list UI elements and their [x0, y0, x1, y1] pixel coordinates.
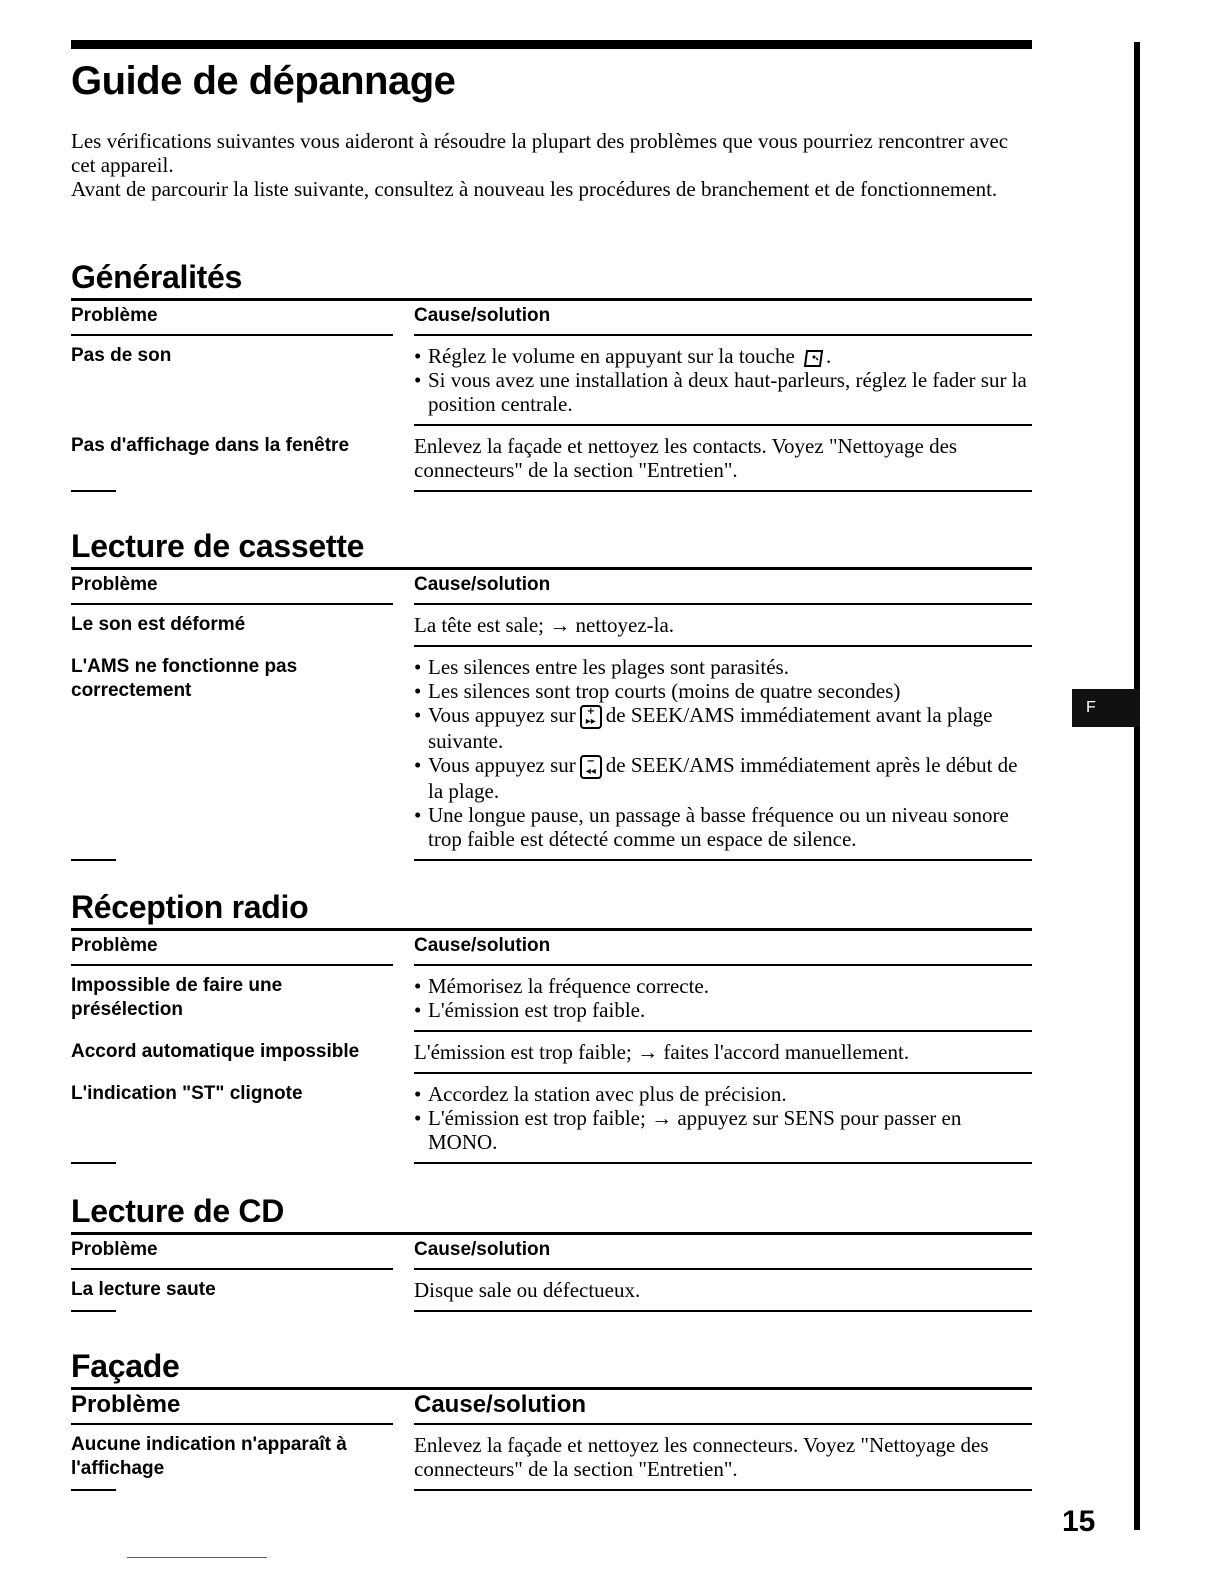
section-general [71, 258, 1032, 492]
cause-cell [414, 1074, 1032, 1164]
troubleshooting-table [71, 1232, 1032, 1312]
scan-artifact-line [127, 1557, 267, 1558]
problem-cell: L'AMS ne fonctionne pas correctement [71, 647, 393, 861]
problem-cell: Le son est déformé [71, 614, 246, 635]
section-heading: Lecture de cassette [71, 528, 365, 564]
col-header-problem: Problème [71, 570, 393, 605]
table-header [71, 1390, 1032, 1425]
cause-cell [414, 966, 1032, 1032]
page-content [71, 40, 1032, 1481]
table-row [71, 605, 1032, 647]
intro-paragraph-1: Les vérifications suivantes vous aideront à résoudre la plupart des problèmes que vous pourriez rencontrer avec cet appareil. [71, 129, 1009, 177]
cause-cell: Enlevez la façade et nettoyez les contacts. Voyez "Nettoyage des connecteurs" de la section "Entretien". [414, 426, 1032, 492]
cause-cell [414, 336, 1032, 426]
page-title: Guide de dépannage [71, 59, 456, 103]
col-header-problem: Problème [71, 301, 393, 336]
seek-minus-button-icon: − ◂◂ [580, 755, 602, 779]
table-header [71, 570, 1032, 605]
section-heading: Façade [71, 1348, 180, 1384]
col-header-cause: Cause/solution [414, 301, 1032, 336]
col-header-cause: Cause/solution [414, 1235, 1032, 1270]
list-item: • Réglez le volume en appuyant sur la touche . [414, 344, 1032, 368]
problem-cell: Aucune indication n'apparaît à l'affichage [71, 1425, 393, 1491]
problem-cell: Pas d'affichage dans la fenêtre [71, 426, 393, 492]
col-header-cause: Cause/solution [414, 1390, 1032, 1425]
list-item: • Les silences sont trop courts (moins de quatre secondes) [414, 679, 1032, 703]
cause-cell: Disque sale ou défectueux. [414, 1270, 1032, 1312]
cause-cell: Enlevez la façade et nettoyez les connecteurs. Voyez "Nettoyage des connecteurs" de la section "Entretien". [414, 1425, 1032, 1491]
col-header-problem: Problème [71, 1235, 393, 1270]
list-item: • L'émission est trop faible; → appuyez sur SENS pour passer en MONO. [414, 1106, 1032, 1154]
bullet-text: de SEEK/AMS immédiatement après le début de la plage. [428, 753, 1018, 804]
problem-cell: Accord automatique impossible [71, 1041, 360, 1062]
problem-cell: La lecture saute [71, 1270, 393, 1312]
troubleshooting-table [71, 298, 1032, 492]
table-header [71, 301, 1032, 336]
section-facade [71, 1347, 1032, 1491]
list-item: • Si vous avez une installation à deux haut-parleurs, réglez le fader sur la position centrale. [414, 368, 1032, 416]
problem-cell: L'indication "ST" clignote [71, 1074, 393, 1164]
cause-cell [414, 647, 1032, 861]
page-number: 15 [1062, 1505, 1096, 1538]
section-heading: Réception radio [71, 889, 309, 925]
troubleshooting-table [71, 928, 1032, 1164]
right-margin-rule [1134, 42, 1140, 1530]
bullet-text: Vous appuyez sur [428, 753, 576, 778]
list-item: • L'émission est trop faible. [414, 998, 1032, 1022]
section-radio [71, 888, 1032, 1164]
section-heading: Généralités [71, 259, 243, 295]
list-item: • Accordez la station avec plus de précision. [414, 1082, 1032, 1106]
table-row [71, 1074, 1032, 1164]
section-cd [71, 1192, 1032, 1312]
intro-text [71, 129, 1032, 201]
intro-paragraph-2: Avant de parcourir la liste suivante, consultez à nouveau les procédures de branchement et de fonctionnement. [71, 177, 998, 201]
cause-cell: L'émission est trop faible; → faites l'accord manuellement. [414, 1032, 1032, 1074]
bullet-text: de SEEK/AMS immédiatement avant la plage suivante. [428, 703, 993, 754]
table-row [71, 966, 1032, 1032]
col-header-cause: Cause/solution [414, 931, 1032, 966]
table-row [71, 336, 1032, 426]
col-header-cause: Cause/solution [414, 570, 1032, 605]
troubleshooting-table [71, 1387, 1032, 1491]
table-row [71, 426, 1032, 492]
troubleshooting-table [71, 567, 1032, 861]
section-cassette [71, 527, 1032, 861]
col-header-problem: Problème [71, 1390, 393, 1425]
table-row [71, 1032, 1032, 1074]
section-heading: Lecture de CD [71, 1193, 285, 1229]
col-header-problem: Problème [71, 931, 393, 966]
list-item [414, 703, 1032, 753]
problem-cell: Impossible de faire une présélection [71, 975, 283, 1020]
language-tab: F [1072, 689, 1140, 727]
bullet-text: Réglez le volume en appuyant sur la touche [428, 344, 795, 368]
table-header [71, 1235, 1032, 1270]
list-item: • Une longue pause, un passage à basse fréquence ou un niveau sonore trop faible est détecté comme un espace de silence. [414, 803, 1032, 851]
list-item: • Mémorisez la fréquence correcte. [414, 974, 1032, 998]
list-item [414, 753, 1032, 803]
top-rule [71, 40, 1032, 49]
cause-cell: La tête est sale; → nettoyez-la. [414, 605, 1032, 647]
table-header [71, 931, 1032, 966]
table-row [71, 1270, 1032, 1312]
list-item: • Les silences entre les plages sont parasités. [414, 655, 1032, 679]
problem-cell: Pas de son [71, 345, 172, 366]
table-row [71, 1425, 1032, 1491]
bullet-text: Vous appuyez sur [428, 703, 576, 727]
volume-button-icon [802, 348, 824, 368]
table-row [71, 647, 1032, 861]
seek-plus-button-icon: + ▸▸ [580, 705, 602, 729]
